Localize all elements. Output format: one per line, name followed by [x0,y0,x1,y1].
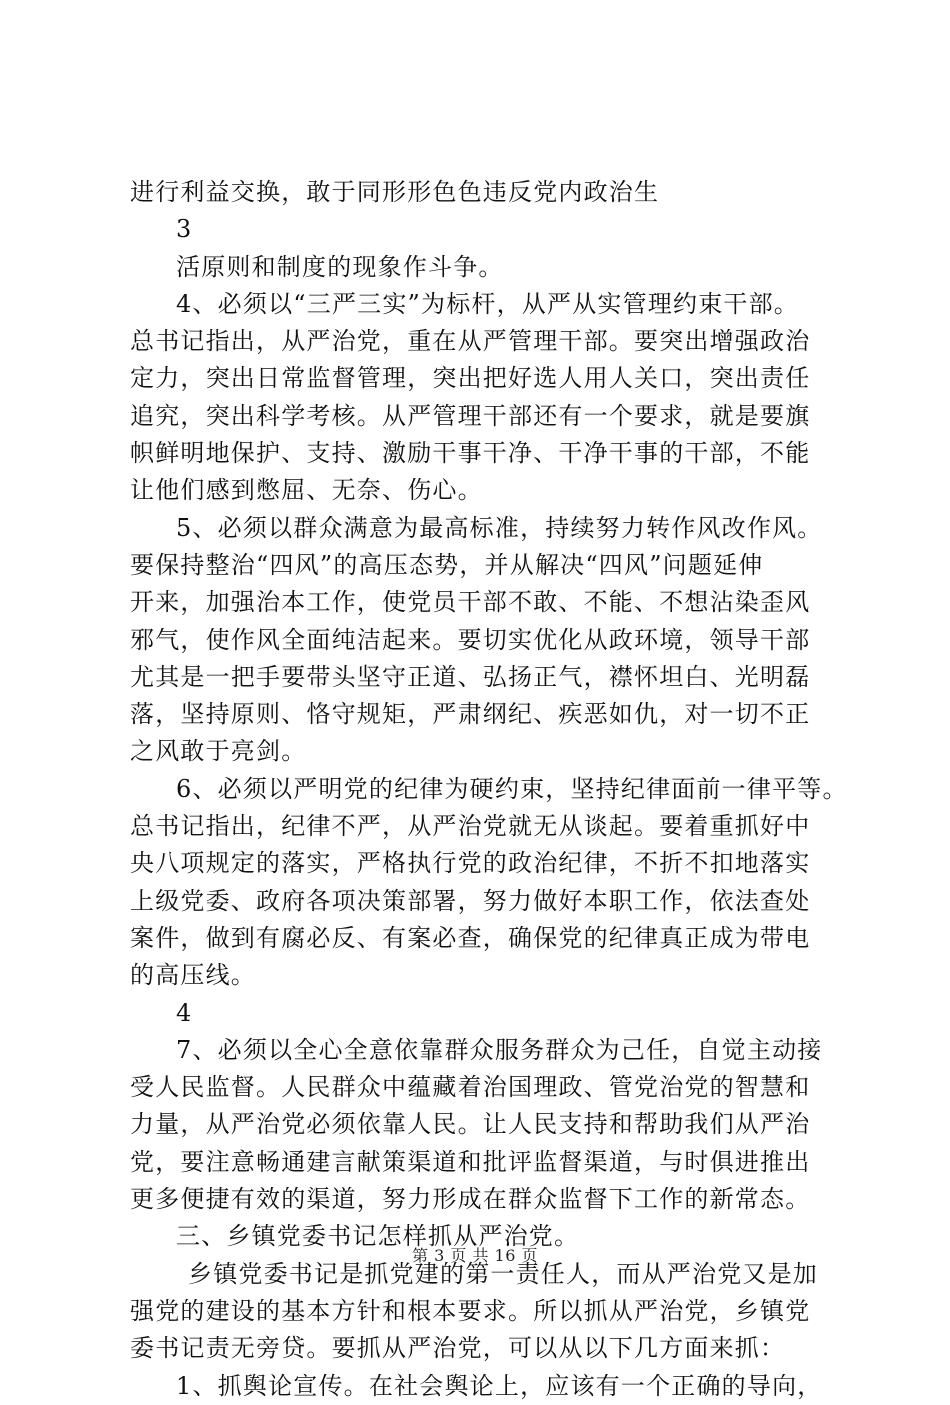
text-line: 帜鲜明地保护、支持、激励干事干净、干净干事的干部，不能 [130,439,811,468]
text-line: 委书记责无旁贷。要抓从严治党，可以从以下几方面来抓： [130,1334,786,1363]
text-line: 活原则和制度的现象作斗争。 [176,252,504,281]
text-line: 邪气，使作风全面纯洁起来。要切实优化从政环境，领导干部 [130,625,811,654]
page-number-marker: 4 [176,998,193,1027]
text-line: 让他们感到憋屈、无奈、伤心。 [130,476,483,505]
paragraph-start-line: 乡镇党委书记是抓党建的第一责任人，而从严治党又是加 [188,1259,818,1288]
paragraph-start-line: 4、必须以“三严三实”为标杆，从严从实管理约束干部。 [176,289,800,318]
text-line: 开来，加强治本工作，使党员干部不敢、不能、不想沾染歪风 [130,588,811,617]
text-line: 受人民监督。人民群众中蕴藏着治国理政、管党治党的智慧和 [130,1073,811,1102]
text-line: 案件，做到有腐必反、有案必查，确保党的纪律真正成为带电 [130,923,811,952]
text-line: 上级党委、政府各项决策部署，努力做好本职工作，依法查处 [130,886,811,915]
paragraph-start-line: 5、必须以群众满意为最高标准，持续努力转作风改作风。 [176,513,823,542]
text-line: 党，要注意畅通建言献策渠道和批评监督渠道，与时俱进推出 [130,1147,811,1176]
text-line: 追究，突出科学考核。从严管理干部还有一个要求，就是要旗 [130,401,811,430]
text-line: 央八项规定的落实，严格执行党的政治纪律，不折不扣地落实 [130,849,811,878]
text-line: 强党的建设的基本方针和根本要求。所以抓从严治党，乡镇党 [130,1296,811,1325]
text-line: 进行利益交换，敢于同形形色色违反党内政治生 [130,178,660,206]
text-line: 更多便捷有效的渠道，努力形成在群众监督下工作的新常态。 [130,1185,811,1214]
section-heading: 三、乡镇党委书记怎样抓从严治党。 [176,1222,580,1251]
text-line: 要保持整治“四风”的高压态势，并从解决“四风”问题延伸 [130,550,764,579]
text-line: 力量，从严治党必须依靠人民。让人民支持和帮助我们从严治 [130,1110,811,1139]
text-line: 总书记指出，纪律不严，从严治党就无从谈起。要着重抓好中 [130,812,811,841]
text-line: 定力，突出日常监督管理，突出把好选人用人关口，突出责任 [130,364,811,393]
page-footer: 第 3 页 共 16 页 [412,1246,538,1265]
paragraph-start-line: 7、必须以全心全意依靠群众服务群众为己任，自觉主动接 [176,1035,823,1064]
text-line: 的高压线。 [130,961,256,990]
text-line: 落，坚持原则、恪守规矩，严肃纲纪、疾恶如仇，对一切不正 [130,700,811,729]
text-line: 之风敢于亮剑。 [130,737,307,766]
document-body [130,174,848,1405]
text-line: 总书记指出，从严治党，重在从严管理干部。要突出增强政治 [130,327,811,356]
text-line: 尤其是一把手要带头坚守正道、弘扬正气，襟怀坦白、光明磊 [130,662,811,691]
page-number-marker: 3 [176,215,193,244]
paragraph-start-line: 6、必须以严明党的纪律为硬约束，坚持纪律面前一律平等。 [176,774,848,803]
paragraph-start-line: 1、抓舆论宣传。在社会舆论上，应该有一个正确的导向， [176,1371,823,1400]
